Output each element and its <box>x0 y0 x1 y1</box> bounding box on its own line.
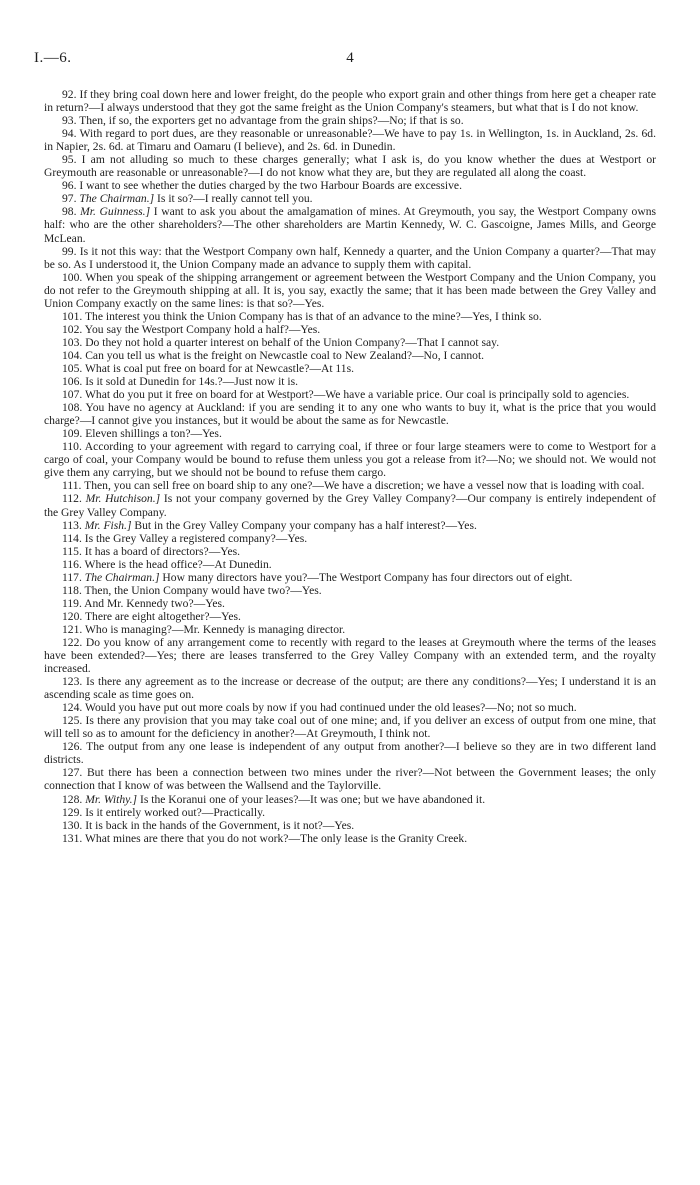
question-paragraph <box>44 766 656 792</box>
question-text: 126. The output from any one lease is independent of any output from another?—I believe so they are in two different land districts. <box>44 740 656 767</box>
question-paragraph <box>44 427 656 440</box>
question-number: 97. <box>62 192 77 206</box>
question-paragraph <box>44 310 656 323</box>
question-paragraph <box>44 127 656 153</box>
question-paragraph <box>44 714 656 740</box>
evidence-text <box>44 88 656 845</box>
question-text: 99. Is it not this way: that the Westport Company own half, Kennedy a quarter, and the Union Company a quarter?—That may be so. As I understood it, the Union Company made an advance to supply them with capital. <box>44 244 656 271</box>
question-text: 109. Eleven shillings a ton?—Yes. <box>62 427 222 441</box>
speaker-name: Mr. Hutchison.] <box>85 492 161 506</box>
question-paragraph <box>44 375 656 388</box>
question-paragraph <box>44 401 656 427</box>
question-paragraph <box>44 832 656 845</box>
question-text: I want to ask you about the amalgamation of mines. At Greymouth, you say, the Westport Company owns half: who are the other shareholders?—The other shareholders are Martin Kennedy, W. C. Gascoigne, James Mills, and George McLean. <box>44 205 656 245</box>
running-header <box>34 50 666 70</box>
question-number: 113. <box>62 518 82 532</box>
question-text: 96. I want to see whether the duties charged by the two Harbour Boards are excessive. <box>62 179 462 193</box>
question-text: How many directors have you?—The Westport Company has four directors out of eight. <box>162 570 573 584</box>
question-text: 114. Is the Grey Valley a registered company?—Yes. <box>62 531 308 545</box>
question-text: Is not your company governed by the Grey Valley Company?—Our company is entirely independent of the Grey Valley Company. <box>44 492 656 519</box>
question-paragraph <box>44 623 656 636</box>
question-paragraph <box>44 675 656 701</box>
speaker-name: The Chairman.] <box>84 570 160 584</box>
question-text: 129. Is it entirely worked out?—Practically. <box>62 805 266 819</box>
question-paragraph <box>44 806 656 819</box>
question-paragraph <box>44 179 656 192</box>
question-paragraph <box>44 558 656 571</box>
question-text: 121. Who is managing?—Mr. Kennedy is managing director. <box>62 622 346 636</box>
question-text: 119. And Mr. Kennedy two?—Yes. <box>62 596 225 610</box>
question-text: 115. It has a board of directors?—Yes. <box>62 544 241 558</box>
question-text: 123. Is there any agreement as to the increase or decrease of the output; are there any conditions?—Yes; I understand it is an ascending scale as time goes on. <box>44 675 656 702</box>
question-text: 110. According to your agreement with regard to carrying coal, if three or four large steamers were to come to Westport for a cargo of coal, your Company would be bound to refuse them unless you got a release from it?—No; we should not. We would not give them any carrying, but we should not be bound to refuse them cargo. <box>44 440 656 480</box>
question-paragraph <box>44 245 656 271</box>
question-number: 112. <box>62 492 82 506</box>
question-paragraph <box>44 388 656 401</box>
question-paragraph <box>44 610 656 623</box>
question-text: 101. The interest you think the Union Company has is that of an advance to the mine?—Yes, I think so. <box>62 309 542 323</box>
question-paragraph <box>44 701 656 714</box>
question-paragraph <box>44 349 656 362</box>
question-text: 108. You have no agency at Auckland: if you are sending it to any one who wants to buy it, what is the price that you would charge?—I cannot give you instances, but it would be about the same as for Newcastle. <box>44 401 656 428</box>
question-text: 125. Is there any provision that you may take coal out of one mine; and, if you deliver an excess of output from one mine, that will tell so as to amount for the deficiency in another?—At Greymouth, I think not. <box>44 714 656 741</box>
question-text: 116. Where is the head office?—At Dunedin. <box>62 557 272 571</box>
question-paragraph <box>44 192 656 205</box>
question-text: 100. When you speak of the shipping arrangement or agreement between the Westport Company and the Union Company, you do not refer to the Greymouth shipping at all. It is, you say, exactly the same; that it has been made between the Grey Valley and Union Company exactly on the same lines: is that so?—Yes. <box>44 270 656 310</box>
question-text: 94. With regard to port dues, are they reasonable or unreasonable?—We have to pay 1s. in Wellington, 1s. in Auckland, 2s. 6d. in Napier, 2s. 6d. at Timaru and Oamaru (I believe), and 2s. 6d. in Dunedin. <box>44 127 656 154</box>
question-number: 128. <box>62 792 83 806</box>
question-paragraph <box>44 88 656 114</box>
question-text: 122. Do you know of any arrangement come to recently with regard to the leases at Greymouth where the terms of the leases have been extended?—Yes; there are leases transferred to the Grey Valley Company with an extended term, and the royalty increased. <box>44 635 656 676</box>
question-text: 93. Then, if so, the exporters get no advantage from the grain ships?—No; if that is so. <box>62 114 464 128</box>
question-paragraph <box>44 532 656 545</box>
speaker-name: Mr. Guinness.] <box>80 205 151 219</box>
question-text: 95. I am not alluding so much to these charges generally; what I ask is, do you know whether the dues at Westport or Greymouth are reasonable or unreasonable?—I do not know what they are, but they are regulated all along the coast. <box>44 153 656 180</box>
question-text: 130. It is back in the hands of the Government, is it not?—Yes. <box>62 818 355 832</box>
question-paragraph <box>44 571 656 584</box>
question-paragraph <box>44 492 656 518</box>
question-text: 105. What is coal put free on board for at Newcastle?—At 11s. <box>62 361 355 375</box>
question-paragraph <box>44 205 656 244</box>
question-paragraph <box>44 519 656 532</box>
speaker-name: The Chairman.] <box>79 192 155 206</box>
question-text: 118. Then, the Union Company would have two?—Yes. <box>62 583 322 597</box>
question-text: Is the Koranui one of your leases?—It was one; but we have abandoned it. <box>139 792 486 806</box>
speaker-name: Mr. Withy.] <box>85 792 138 806</box>
question-paragraph <box>44 479 656 492</box>
question-text: 124. Would you have put out more coals by now if you had continued under the old leases?—No; not so much. <box>62 701 577 715</box>
question-text: But in the Grey Valley Company your company has a half interest?—Yes. <box>134 518 477 532</box>
question-text: 103. Do they not hold a quarter interest on behalf of the Union Company?—That I cannot say. <box>62 335 500 349</box>
question-paragraph <box>44 323 656 336</box>
question-paragraph <box>44 597 656 610</box>
question-text: 104. Can you tell us what is the freight on Newcastle coal to New Zealand?—No, I cannot. <box>62 348 485 362</box>
question-paragraph <box>44 584 656 597</box>
speaker-name: Mr. Fish.] <box>84 518 132 532</box>
page-number: 4 <box>346 50 354 66</box>
question-paragraph <box>44 545 656 558</box>
question-text: 127. But there has been a connection between two mines under the river?—Not between the Government leases; the only connection that I know of was between the Wallsend and the Taylorville. <box>44 766 656 793</box>
question-text: 131. What mines are there that you do not work?—The only lease is the Granity Creek. <box>62 831 468 845</box>
document-reference: I.—6. <box>34 50 72 66</box>
question-paragraph <box>44 336 656 349</box>
question-paragraph <box>44 740 656 766</box>
question-text: 102. You say the Westport Company hold a half?—Yes. <box>62 322 321 336</box>
question-paragraph <box>44 362 656 375</box>
question-paragraph <box>44 819 656 832</box>
question-number: 117. <box>62 570 82 584</box>
question-paragraph <box>44 271 656 310</box>
question-paragraph <box>44 114 656 127</box>
question-text: 107. What do you put it free on board for at Westport?—We have a variable price. Our coal is principally sold to agencies. <box>62 388 630 402</box>
question-number: 98. <box>62 205 77 219</box>
question-paragraph <box>44 440 656 479</box>
question-paragraph <box>44 153 656 179</box>
question-paragraph <box>44 636 656 675</box>
question-text: 120. There are eight altogether?—Yes. <box>62 609 241 623</box>
question-text: 92. If they bring coal down here and lower freight, do the people who export grain and other things from here get a cheaper rate in return?—I always understood that they got the same freight as the Union Company's steamers, but what that is I do not know. <box>44 88 656 115</box>
question-paragraph <box>44 793 656 806</box>
question-text: 111. Then, you can sell free on board ship to any one?—We have a discretion; we have a vessel now that is loading with coal. <box>62 479 645 493</box>
question-text: 106. Is it sold at Dunedin for 14s.?—Just now it is. <box>62 375 299 389</box>
question-text: Is it so?—I really cannot tell you. <box>157 192 313 206</box>
